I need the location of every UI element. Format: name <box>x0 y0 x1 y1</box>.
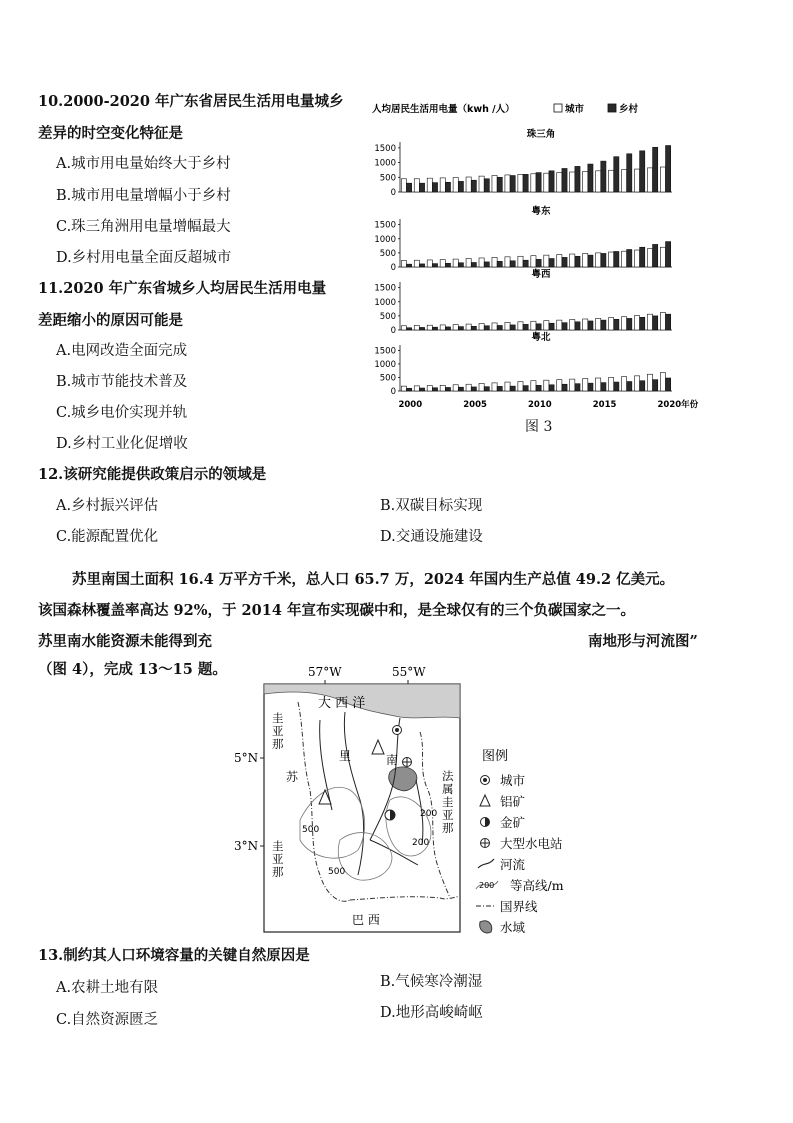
bar-0-0-18 <box>634 169 639 192</box>
map-legend-label-5: 等高线/m <box>510 878 564 893</box>
q11-option-d: D.乡村工业化促增收 <box>56 436 188 452</box>
bar-3-0-2 <box>427 386 432 391</box>
bar-1-1-2 <box>432 264 437 267</box>
bar-2-0-18 <box>634 316 639 330</box>
bar-2-1-13 <box>575 322 580 330</box>
bar-3-0-0 <box>401 386 406 391</box>
y-tick-label-2-3: 1500 <box>374 283 396 294</box>
bar-2-0-12 <box>557 320 562 330</box>
bar-3-0-18 <box>634 376 639 391</box>
contour-label-200-a: 200 <box>420 809 438 819</box>
bar-3-1-5 <box>471 387 476 391</box>
y-tick-label-2-2: 1000 <box>374 297 396 308</box>
electricity-chart <box>360 96 710 441</box>
bar-0-1-3 <box>445 182 450 192</box>
bar-0-0-8 <box>505 175 510 192</box>
q13-option-c: C.自然资源匮乏 <box>56 1012 159 1028</box>
bar-2-0-20 <box>660 312 665 330</box>
bar-0-1-7 <box>497 177 502 192</box>
bar-1-1-13 <box>575 256 580 267</box>
bar-0-1-2 <box>432 183 437 192</box>
bar-1-1-16 <box>614 251 619 267</box>
map-legend-item-5 <box>476 878 564 893</box>
passage-line2: 该国森林覆盖率高达 92%，于 2014 年宣布实现碳中和，是全球仅有的三个负碳国家之一。 <box>38 602 635 619</box>
contour-label-500-a: 500 <box>302 825 320 835</box>
bar-3-0-15 <box>596 378 601 391</box>
bar-3-1-18 <box>640 381 645 391</box>
bar-2-1-14 <box>588 321 593 330</box>
q11-stem-line2: 差距缩小的原因可能是 <box>38 312 183 329</box>
bar-3-0-3 <box>440 385 445 391</box>
q12-stem: 12.该研究能提供政策启示的领域是 <box>38 466 267 483</box>
bar-1-1-19 <box>653 244 658 267</box>
bar-0-0-10 <box>531 174 536 192</box>
country-char-2: 里 <box>339 749 352 763</box>
bar-0-1-17 <box>627 154 632 192</box>
bar-0-0-9 <box>518 174 523 192</box>
bar-2-1-10 <box>536 324 541 330</box>
legend-contour-number: 200 <box>479 881 495 890</box>
bar-3-0-17 <box>621 377 626 391</box>
legend-label-0: 城市 <box>565 104 585 115</box>
bar-0-0-15 <box>596 171 601 192</box>
q12-option-d: D.交通设施建设 <box>380 529 483 545</box>
bar-2-1-6 <box>484 326 489 330</box>
bar-3-1-7 <box>497 386 502 391</box>
q10-option-c: C.珠三角洲用电量增幅最大 <box>56 219 231 235</box>
bar-0-0-16 <box>609 170 614 192</box>
bar-0-1-9 <box>523 174 528 192</box>
q10-stem-line2: 差异的时空变化特征是 <box>38 125 183 142</box>
bar-0-0-7 <box>492 176 497 192</box>
bar-3-1-10 <box>536 385 541 391</box>
suriname-map <box>234 660 570 935</box>
bar-1-1-7 <box>497 261 502 267</box>
q10-stem-line1: 10.2000-2020 年广东省居民生活用电量城乡 <box>38 93 344 110</box>
bar-3-1-15 <box>601 383 606 391</box>
x-tick-label-2: 2010 <box>528 400 552 410</box>
bar-3-1-11 <box>549 385 554 391</box>
bar-0-1-11 <box>549 171 554 192</box>
bar-0-1-20 <box>666 146 671 192</box>
bar-0-0-17 <box>621 170 626 192</box>
bar-1-1-9 <box>523 260 528 267</box>
map-legend-item-6 <box>476 899 538 914</box>
bar-2-1-3 <box>445 327 450 330</box>
bar-0-0-11 <box>544 173 549 192</box>
y-tick-label-0-0: 0 <box>390 188 396 198</box>
bar-0-1-5 <box>471 180 476 192</box>
bar-3-1-20 <box>666 378 671 391</box>
panel-title-2: 粤西 <box>531 269 551 280</box>
bar-1-0-16 <box>609 252 614 267</box>
legend-label-1: 乡村 <box>619 104 639 115</box>
bar-1-1-14 <box>588 255 593 267</box>
y-tick-label-1-1: 500 <box>379 248 396 259</box>
legend-title: 图例 <box>482 749 509 764</box>
bar-3-0-6 <box>479 383 484 391</box>
bar-1-1-10 <box>536 259 541 267</box>
bar-3-1-9 <box>523 386 528 391</box>
bar-3-0-1 <box>414 386 419 391</box>
bar-1-0-13 <box>570 254 575 267</box>
x-tick-label-4: 2020年份 <box>657 400 699 410</box>
map-legend-label-0: 城市 <box>500 773 526 788</box>
bar-0-0-6 <box>479 176 484 192</box>
bar-3-0-12 <box>557 380 562 391</box>
y-tick-label-2-0: 0 <box>390 326 396 336</box>
q10-option-d: D.乡村用电量全面反超城市 <box>56 250 232 266</box>
bar-1-0-5 <box>466 259 471 267</box>
bar-0-1-10 <box>536 173 541 192</box>
bar-0-1-0 <box>406 183 411 192</box>
bar-1-1-3 <box>445 263 450 267</box>
q12-option-c: C.能源配置优化 <box>56 529 159 545</box>
bar-2-0-10 <box>531 321 536 330</box>
q11-stem-line1: 11.2020 年广东省城乡人均居民生活用电量 <box>38 280 327 297</box>
bar-3-0-14 <box>583 379 588 391</box>
q11-option-b: B.城市节能技术普及 <box>56 374 188 390</box>
bar-2-1-17 <box>627 318 632 330</box>
bar-2-1-2 <box>432 327 437 330</box>
bar-1-1-8 <box>510 261 515 267</box>
bar-0-1-4 <box>458 181 463 192</box>
bar-0-0-3 <box>440 178 445 192</box>
map-legend-item-4 <box>478 857 526 872</box>
bar-3-1-1 <box>419 388 424 391</box>
bar-2-0-15 <box>596 318 601 330</box>
passage-line4: （图 4），完成 13～15 题。 <box>38 661 227 678</box>
q11-option-c: C.城乡电价实现并轨 <box>56 405 188 421</box>
y-tick-label-0-1: 500 <box>379 173 396 184</box>
guyana-label-north: 圭亚那 <box>272 711 284 751</box>
q10-option-a: A.城市用电量始终大于乡村 <box>56 156 231 172</box>
bar-0-0-12 <box>557 173 562 192</box>
bar-0-1-16 <box>614 157 619 192</box>
bar-3-1-8 <box>510 386 515 391</box>
bar-0-0-0 <box>401 179 406 192</box>
bar-1-0-11 <box>544 255 549 267</box>
bar-3-1-6 <box>484 387 489 391</box>
bar-2-1-0 <box>406 328 411 330</box>
bar-1-1-0 <box>406 264 411 267</box>
bar-0-0-20 <box>660 167 665 192</box>
bar-1-0-18 <box>634 250 639 267</box>
legend-swatch-0 <box>554 104 562 112</box>
bar-1-1-5 <box>471 262 476 267</box>
panel-1 <box>374 205 672 273</box>
bar-2-1-11 <box>549 323 554 330</box>
bar-2-0-3 <box>440 325 445 330</box>
bar-3-1-2 <box>432 388 437 391</box>
q13-stem: 13.制约其人口环境容量的关键自然原因是 <box>38 947 310 964</box>
q11-option-a: A.电网改造全面完成 <box>56 343 188 359</box>
lon-label-55w: 55°W <box>392 665 426 679</box>
bar-2-1-16 <box>614 319 619 330</box>
bar-3-0-4 <box>453 385 458 391</box>
x-tick-label-3: 2015 <box>592 400 617 410</box>
bar-3-1-14 <box>588 383 593 391</box>
bar-1-1-17 <box>627 249 632 267</box>
bar-3-1-0 <box>406 388 411 391</box>
bar-3-1-3 <box>445 387 450 391</box>
bar-1-0-9 <box>518 256 523 267</box>
bar-1-0-1 <box>414 260 419 267</box>
bar-2-0-8 <box>505 322 510 330</box>
bar-1-1-18 <box>640 247 645 267</box>
bar-2-1-8 <box>510 325 515 330</box>
bar-2-0-13 <box>570 320 575 330</box>
bar-1-1-20 <box>666 242 671 267</box>
lat-label-3n: 3°N <box>234 839 259 853</box>
bar-1-0-4 <box>453 259 458 267</box>
map-legend-item-7 <box>480 920 526 935</box>
y-tick-label-3-2: 1000 <box>374 359 396 370</box>
q13-option-d: D.地形高峻崎岖 <box>380 1005 483 1021</box>
passage-line1: 苏里南国土面积 16.4 万平方千米，总人口 65.7 万，2024 年国内生产总值 49.2 亿美元。 <box>72 571 675 588</box>
bar-1-0-20 <box>660 247 665 267</box>
bar-1-0-6 <box>479 258 484 267</box>
bar-1-0-17 <box>621 251 626 267</box>
bar-2-1-7 <box>497 325 502 330</box>
panel-title-3: 粤北 <box>531 332 551 343</box>
map-legend-label-4: 河流 <box>500 857 526 872</box>
bar-1-1-6 <box>484 262 489 267</box>
x-tick-label-0: 2000 <box>398 400 423 410</box>
bar-1-1-1 <box>419 264 424 267</box>
bar-2-0-4 <box>453 325 458 330</box>
bar-0-1-6 <box>484 179 489 192</box>
bar-2-1-18 <box>640 317 645 330</box>
bar-1-1-4 <box>458 263 463 267</box>
y-tick-label-1-0: 0 <box>390 263 396 273</box>
map-legend-label-2: 金矿 <box>500 815 526 830</box>
bar-0-1-15 <box>601 161 606 192</box>
bar-3-0-11 <box>544 380 549 391</box>
bar-2-0-6 <box>479 324 484 330</box>
legend-swatch-1 <box>608 104 616 112</box>
q13-option-b: B.气候寒冷潮湿 <box>380 974 483 990</box>
bar-3-0-16 <box>609 377 614 391</box>
y-tick-label-1-2: 1000 <box>374 234 396 245</box>
bar-1-0-10 <box>531 256 536 267</box>
q12-option-b: B.双碳目标实现 <box>380 498 483 514</box>
bar-3-0-19 <box>647 374 652 391</box>
bar-0-1-1 <box>419 183 424 192</box>
y-tick-label-3-3: 1500 <box>374 346 396 357</box>
bar-0-0-1 <box>414 179 419 192</box>
bar-2-1-5 <box>471 326 476 330</box>
bar-3-0-13 <box>570 379 575 391</box>
bar-2-0-1 <box>414 325 419 330</box>
map-legend-label-3: 大型水电站 <box>500 836 563 851</box>
bar-0-1-13 <box>575 166 580 192</box>
bar-2-1-9 <box>523 324 528 330</box>
bar-3-0-8 <box>505 382 510 391</box>
bar-0-1-19 <box>653 147 658 192</box>
bar-2-0-9 <box>518 322 523 330</box>
bar-0-1-8 <box>510 176 515 192</box>
bar-1-0-14 <box>583 253 588 267</box>
french-guiana-label: 法属圭亚那 <box>442 769 454 835</box>
bar-2-1-1 <box>419 327 424 330</box>
bar-1-0-2 <box>427 260 432 267</box>
bar-3-1-4 <box>458 387 463 391</box>
passage-line3a: 苏里南水能资源未能得到充 <box>38 633 212 650</box>
bar-2-0-17 <box>621 317 626 330</box>
chart-title: 人均居民生活用电量（kwh /人） <box>372 104 515 115</box>
map-legend-item-2 <box>481 815 526 830</box>
bar-3-1-16 <box>614 382 619 391</box>
bar-1-0-0 <box>401 261 406 267</box>
bar-1-1-11 <box>549 259 554 267</box>
y-tick-label-0-2: 1000 <box>374 158 396 169</box>
bar-2-0-0 <box>401 326 406 330</box>
bar-0-0-19 <box>647 168 652 192</box>
map-legend-item-3 <box>481 836 563 851</box>
bar-0-1-18 <box>640 151 645 192</box>
bar-1-1-12 <box>562 257 567 267</box>
guyana-label-south: 圭亚那 <box>272 839 284 879</box>
bar-1-0-8 <box>505 257 510 267</box>
bar-3-0-7 <box>492 383 497 391</box>
bar-2-0-2 <box>427 325 432 330</box>
contour-label-500-b: 500 <box>328 867 346 877</box>
map-legend-label-7: 水域 <box>500 920 526 935</box>
q10-option-b: B.城市用电量增幅小于乡村 <box>56 188 231 204</box>
bar-0-0-14 <box>583 171 588 192</box>
bar-2-1-19 <box>653 316 658 330</box>
lat-label-5n: 5°N <box>234 751 259 765</box>
bar-0-0-2 <box>427 178 432 192</box>
y-tick-label-2-1: 500 <box>379 311 396 322</box>
panel-title-1: 粤东 <box>531 206 551 217</box>
bar-1-0-7 <box>492 257 497 267</box>
bar-3-1-17 <box>627 382 632 391</box>
bar-1-0-19 <box>647 249 652 267</box>
contour-label-200-b: 200 <box>412 838 430 848</box>
q13-option-a: A.农耕土地有限 <box>56 980 159 996</box>
bar-3-1-13 <box>575 384 580 391</box>
bar-1-1-15 <box>601 253 606 267</box>
bar-0-0-4 <box>453 178 458 192</box>
brazil-label: 巴 西 <box>352 913 380 927</box>
bar-3-0-10 <box>531 381 536 391</box>
bar-2-1-12 <box>562 323 567 330</box>
bar-2-1-15 <box>601 320 606 330</box>
bar-2-0-7 <box>492 323 497 330</box>
q12-option-a: A.乡村振兴评估 <box>56 498 159 514</box>
bar-0-1-14 <box>588 164 593 192</box>
country-char-1: 苏 <box>286 770 299 784</box>
map-legend-item-0 <box>481 773 526 788</box>
map-legend-label-1: 铝矿 <box>500 794 526 809</box>
bar-3-0-9 <box>518 382 523 391</box>
bar-2-0-16 <box>609 318 614 330</box>
panel-3 <box>374 331 672 397</box>
panel-0 <box>374 128 672 198</box>
x-tick-label-1: 2005 <box>463 400 487 410</box>
bar-2-0-14 <box>583 319 588 330</box>
bar-2-1-4 <box>458 327 463 330</box>
map-legend-item-1 <box>480 794 526 809</box>
map-legend-label-6: 国界线 <box>500 899 538 914</box>
bar-3-1-12 <box>562 384 567 391</box>
panel-title-0: 珠三角 <box>526 129 556 140</box>
bar-0-0-13 <box>570 172 575 192</box>
bar-1-0-3 <box>440 260 445 267</box>
bar-0-0-5 <box>466 177 471 192</box>
bar-1-0-12 <box>557 255 562 267</box>
bar-1-0-15 <box>596 253 601 267</box>
bar-3-0-5 <box>466 384 471 391</box>
country-char-3: 南 <box>386 753 399 767</box>
bar-2-0-5 <box>466 324 471 330</box>
figure3-caption: 图 3 <box>525 419 553 435</box>
y-tick-label-3-0: 0 <box>390 387 396 397</box>
y-tick-label-0-3: 1500 <box>374 143 396 154</box>
lon-label-57w: 57°W <box>308 665 342 679</box>
bar-0-1-12 <box>562 168 567 192</box>
bar-2-1-20 <box>666 314 671 330</box>
bar-2-0-11 <box>544 321 549 330</box>
bar-3-1-19 <box>653 380 658 391</box>
passage-line3b: 南地形与河流图” <box>588 633 698 650</box>
bar-3-0-20 <box>660 373 665 391</box>
panel-2 <box>374 268 672 336</box>
ocean-label: 大 西 洋 <box>318 696 366 711</box>
y-tick-label-3-1: 500 <box>379 373 396 384</box>
y-tick-label-1-3: 1500 <box>374 220 396 231</box>
bar-2-0-19 <box>647 314 652 330</box>
